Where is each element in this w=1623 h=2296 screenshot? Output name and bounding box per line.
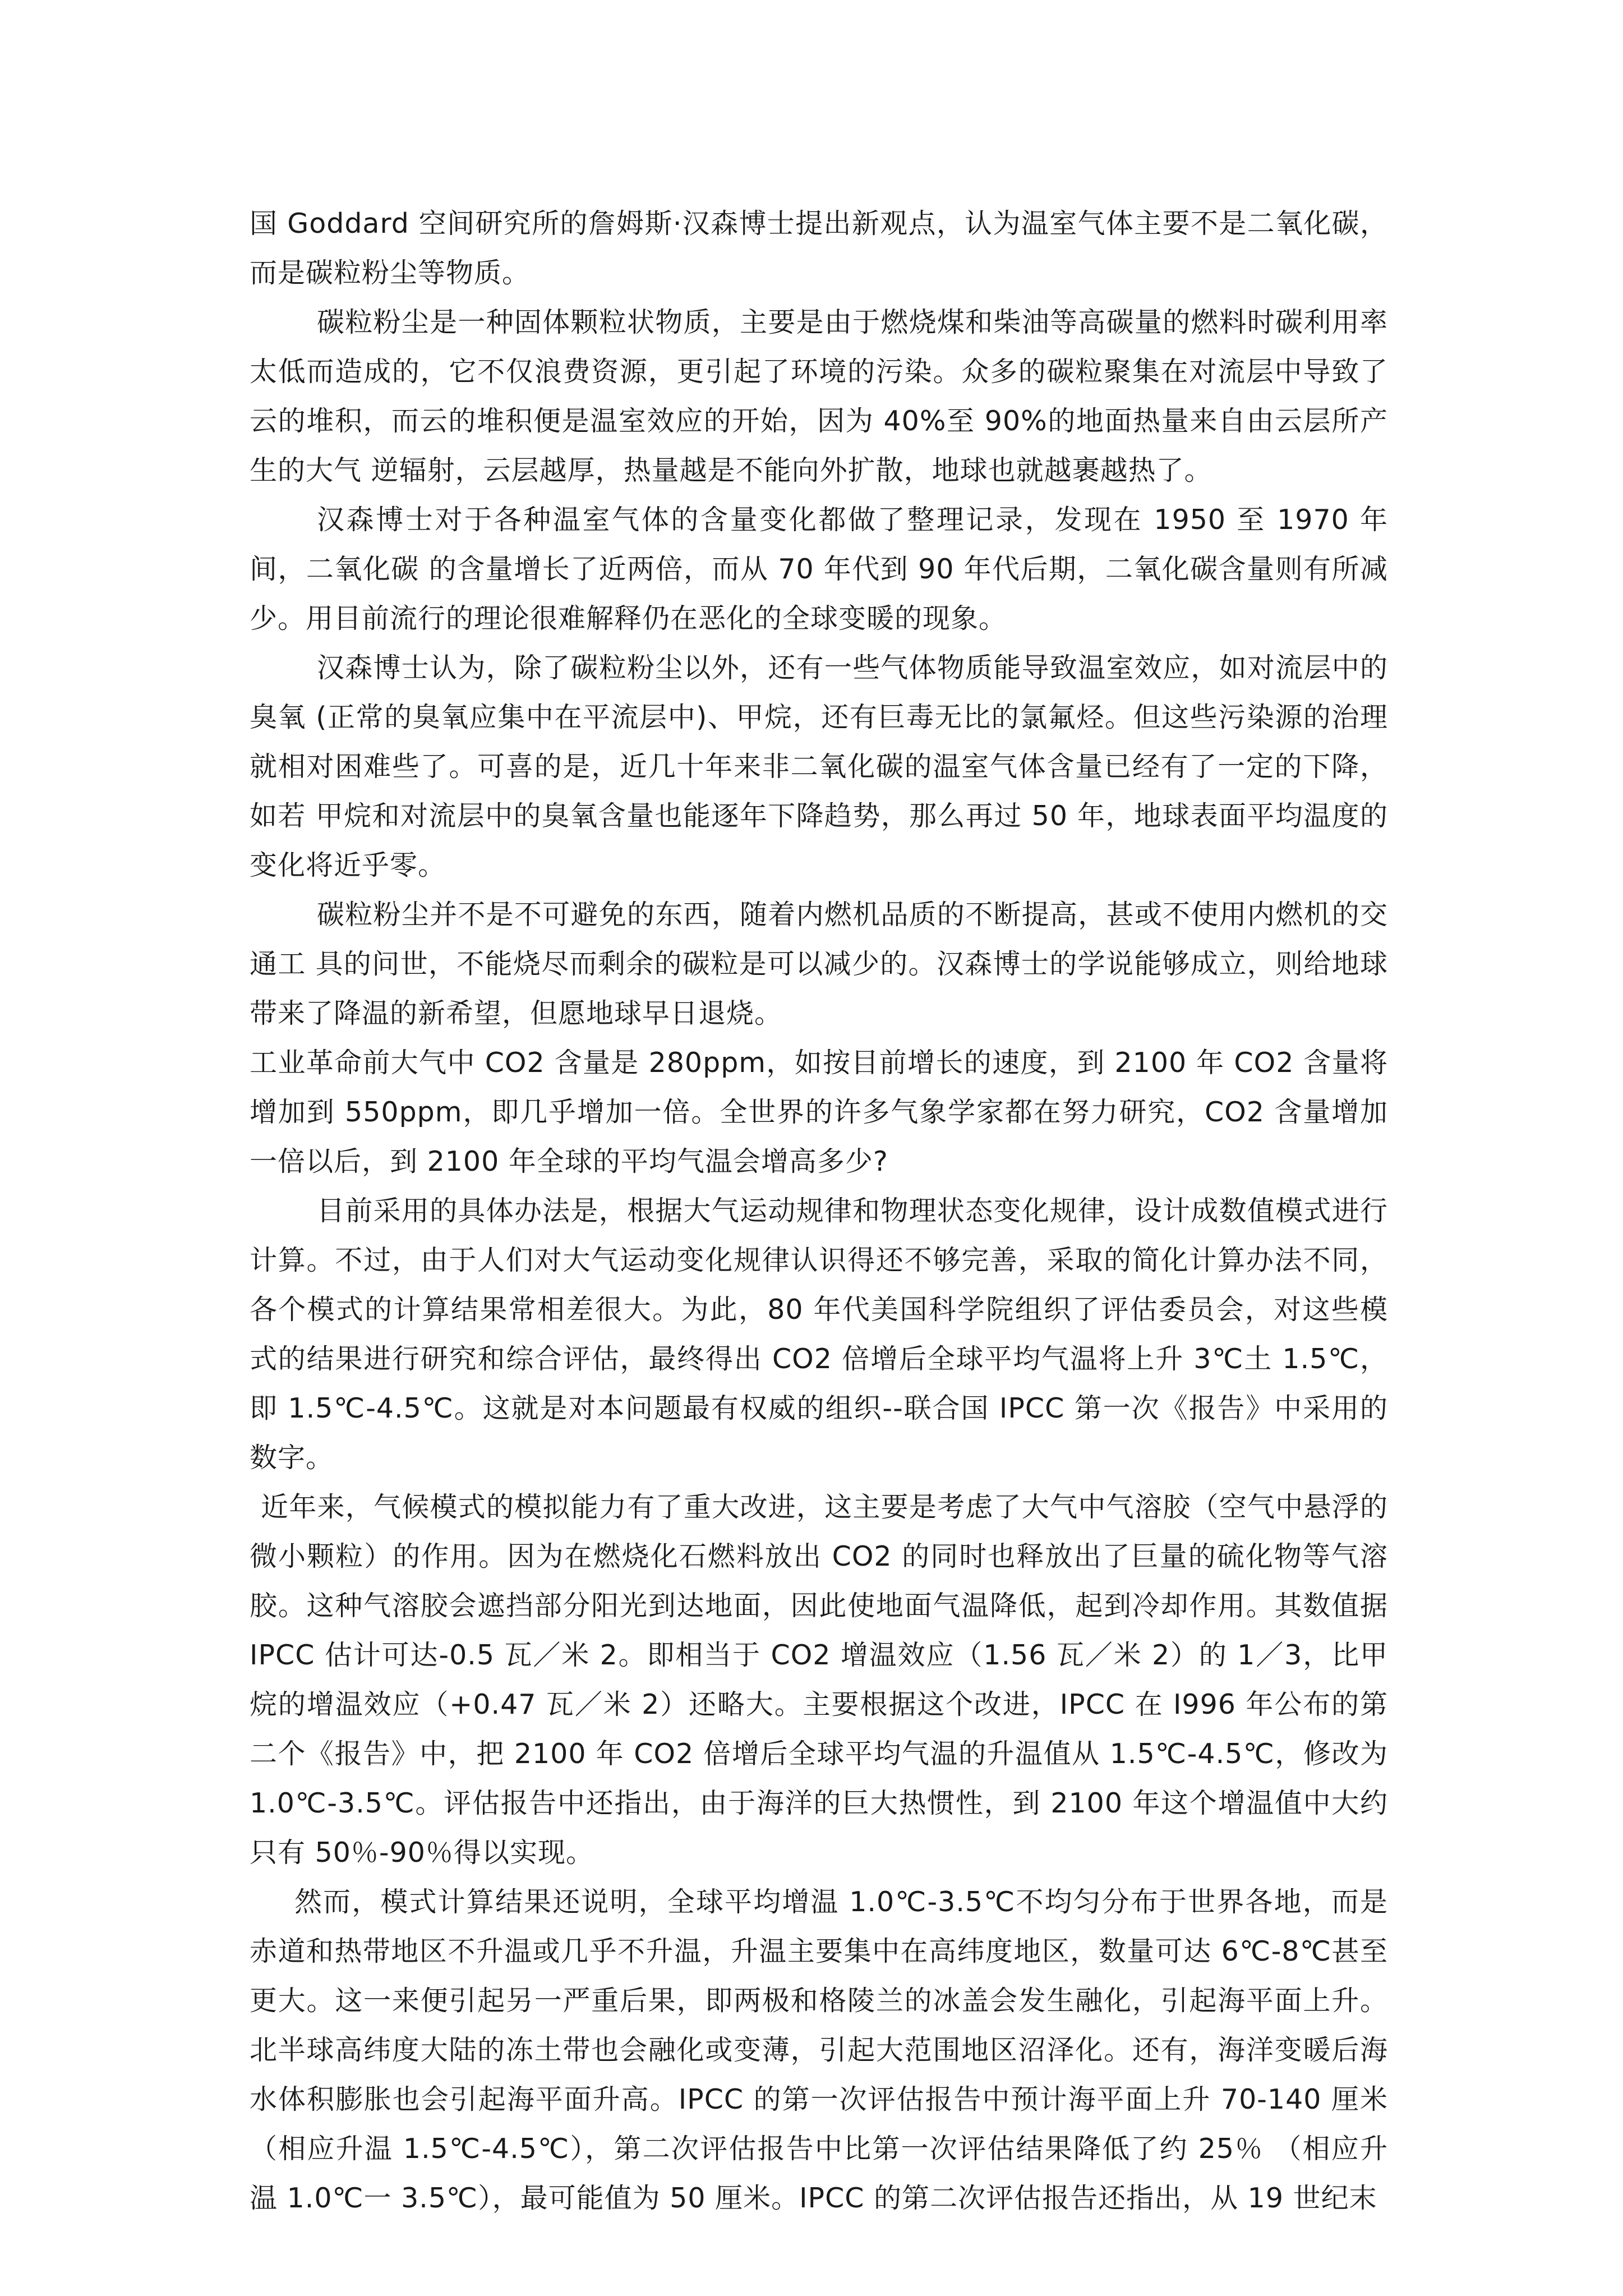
paragraph-8: 近年来，气候模式的模拟能力有了重大改进，这主要是考虑了大气中气溶胶（空气中悬浮的微小颗粒）的作用。因为在燃烧化石燃料放出 CO2 的同时也释放出了巨量的硫化物等气溶胶。这种气溶胶会遮挡部分阳光到达地面，因此使地面气温降低，起到冷却作用。其数值据 IPCC 估计可达-0.5 瓦／米 2。即相当于 CO2 增温效应（1.56 瓦／米 2）的 1／3，比甲烷的增温效应（+0.47 瓦／米 2）还略大。主要根据这个改进，IPCC 在 I996 年公布的第二个《报告》中，把 2100 年 CO2 倍增后全球平均气温的升温值从 1.5℃-4.5℃，修改为 1.0℃-3.5℃。评估报告中还指出，由于海洋的巨大热惯性，到 2100 年这个增温值中大约只有 50％-90％得以实现。 (250, 1491, 1388, 1869)
document-body (250, 199, 1388, 2223)
paragraph-4: 汉森博士认为，除了碳粒粉尘以外，还有一些气体物质能导致温室效应，如对流层中的臭氧 (正常的臭氧应集中在平流层中)、甲烷，还有巨毒无比的氯氟烃。但这些污染源的治理就相对困难些了。可喜的是，近几十年来非二氧化碳的温室气体含量已经有了一定的下降，如若 甲烷和对流层中的臭氧含量也能逐年下降趋势，那么再过 50 年，地球表面平均温度的变化将近乎零。 (250, 652, 1388, 881)
paragraph-6: 工业革命前大气中 CO2 含量是 280ppm，如按目前增长的速度，到 2100 年 CO2 含量将增加到 550ppm，即几乎增加一倍。全世界的许多气象学家都在努力研究，CO2 含量增加一倍以后，到 2100 年全球的平均气温会增高多少? (250, 1047, 1388, 1177)
paragraph-3: 汉森博士对于各种温室气体的含量变化都做了整理记录，发现在 1950 至 1970 年间，二氧化碳 的含量增长了近两倍，而从 70 年代到 90 年代后期，二氧化碳含量则有所减少。用目前流行的理论很难解释仍在恶化的全球变暖的现象。 (250, 504, 1388, 634)
paragraph-7: 目前采用的具体办法是，根据大气运动规律和物理状态变化规律，设计成数值模式进行计算。不过，由于人们对大气运动变化规律认识得还不够完善，采取的简化计算办法不同，各个模式的计算结果常相差很大。为此，80 年代美国科学院组织了评估委员会，对这些模式的结果进行研究和综合评估，最终得出 CO2 倍增后全球平均气温将上升 3℃土 1.5℃，即 1.5℃-4.5℃。这就是对本问题最有权威的组织--联合国 IPCC 第一次《报告》中采用的数字。 (250, 1195, 1388, 1474)
paragraph-2: 碳粒粉尘是一种固体颗粒状物质，主要是由于燃烧煤和柴油等高碳量的燃料时碳利用率太低而造成的，它不仅浪费资源，更引起了环境的污染。众多的碳粒聚集在对流层中导致了云的堆积，而云的堆积便是温室效应的开始，因为 40%至 90%的地面热量来自由云层所产生的大气 逆辐射，云层越厚，热量越是不能向外扩散，地球也就越裹越热了。 (250, 306, 1388, 486)
paragraph-5: 碳粒粉尘并不是不可避免的东西，随着内燃机品质的不断提高，甚或不使用内燃机的交通工 具的问世，不能烧尽而剩余的碳粒是可以减少的。汉森博士的学说能够成立，则给地球带来了降温的新希望，但愿地球早日退烧。 (250, 899, 1388, 1029)
paragraph-9: 然而，模式计算结果还说明，全球平均增温 1.0℃-3.5℃不均匀分布于世界各地，而是赤道和热带地区不升温或几乎不升温，升温主要集中在高纬度地区，数量可达 6℃-8℃甚至更大。这一来便引起另一严重后果，即两极和格陵兰的冰盖会发生融化，引起海平面上升。北半球高纬度大陆的冻土带也会融化或变薄，引起大范围地区沼泽化。还有，海洋变暖后海水体积膨胀也会引起海平面升高。IPCC 的第一次评估报告中预计海平面上升 70-140 厘米（相应升温 1.5℃-4.5℃），第二次评估报告中比第一次评估结果降低了约 25％ （相应升温 1.0℃一 3.5℃），最可能值为 50 厘米。IPCC 的第二次评估报告还指出，从 19 世纪末 (250, 1886, 1388, 2214)
paragraph-1: 国 Goddard 空间研究所的詹姆斯·汉森博士提出新观点，认为温室气体主要不是二氧化碳，而是碳粒粉尘等物质。 (250, 208, 1388, 289)
